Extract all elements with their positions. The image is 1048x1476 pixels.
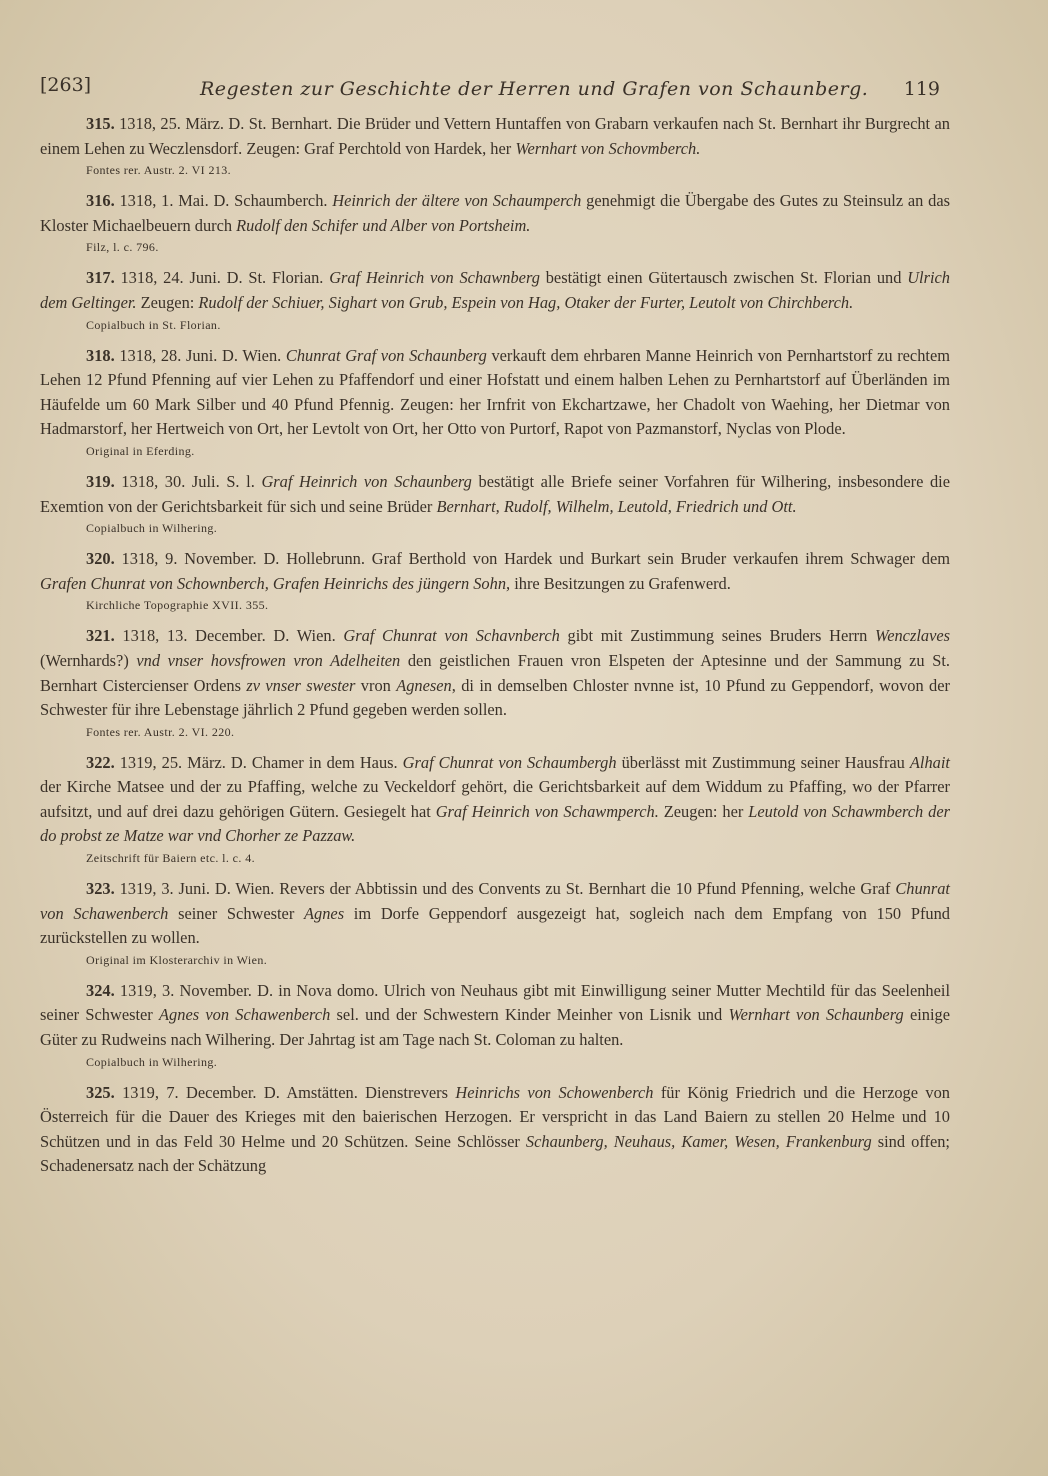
source-citation: Zeitschrift für Baiern etc. l. c. 4. xyxy=(86,851,256,866)
regest-entry xyxy=(40,266,950,332)
regest-text-segment: gibt mit Zustimmung seines Bruders Herrn xyxy=(559,626,876,646)
regest-text xyxy=(40,979,950,1053)
italic-name: Schaunberg, Neuhaus, Kamer, Wesen, Frankenburg xyxy=(525,1131,872,1151)
regest-text xyxy=(40,751,950,849)
regest-text-segment: (Wernhards?) xyxy=(40,650,137,670)
source-citation: Fontes rer. Austr. 2. VI. 220. xyxy=(86,724,235,739)
regest-text-segment: verkauft dem ehrbaren Manne Heinrich von Pernhartstorf zu rechtem Lehen 12 Pfund Pfenning auf vier Lehen zu Pfaffendorf und einer Hofstatt und einem halben Lehen zu Pernhartstorf auf Überländen im Häufelde um 60 Mark Silber und 40 Pfund Pfennig. Zeugen: her Irnfrit von Ekchartzawe, her Chadolt von Waehing, her Dietmar von Hadmarstorf, her Hertweich von Ort, her Levtolt von Ort, her Otto von Purtorf, Rapot von Pazmanstorf, Nyclas von Plode. xyxy=(40,345,950,439)
regest-text-segment: , di in demselben Chloster nvnne ist, 10 Pfund zu Geppendorf, wovon der Schwester für ihre Lebenstage jährlich 2 Pfund gegeben werden sollen. xyxy=(40,675,950,720)
regest-text-segment: überlässt mit Zustimmung seiner Hausfrau xyxy=(616,752,910,772)
source-citation: Kirchliche Topographie XVII. 355. xyxy=(86,598,269,613)
regest-number: 319. xyxy=(86,471,115,491)
regest-number: 321. xyxy=(86,626,115,646)
regest-text-segment: 1319, 25. März. D. Chamer in dem Haus. xyxy=(114,752,403,772)
regest-text-segment: 1318, 9. November. D. Hollebrunn. Graf Berthold von Hardek und Burkart sein Bruder verkaufen ihrem Schwager dem xyxy=(114,549,950,569)
regest-text xyxy=(40,470,950,519)
italic-name: Wenczlaves xyxy=(875,626,950,646)
italic-name: Wernhart von Schovmberch. xyxy=(515,138,701,158)
italic-name: Graf Chunrat von Schaumbergh xyxy=(402,752,617,772)
italic-name: Heinrichs von Schowenberch xyxy=(455,1082,654,1102)
italic-name: Graf Chunrat von Schavnberch xyxy=(343,626,560,646)
regest-number: 325. xyxy=(86,1082,115,1102)
regest-text-segment: der Kirche Matsee und der zu Pfaffing, welche zu Veckeldorf gehört, die Gerichtsbarkeit auf dem Widdum zu Pfaffing, wo der Pfarrer aufsitzt, und auf drei dazu gehörigen Gütern. Gesiegelt hat xyxy=(40,777,950,821)
page-header xyxy=(40,74,940,104)
regest-text-segment: Zeugen: her xyxy=(658,801,749,821)
source-citation: Original im Klosterarchiv in Wien. xyxy=(86,952,268,967)
italic-name: Chunrat Graf von Schaunberg xyxy=(285,345,487,365)
regest-text-segment: 1318, 13. December. D. Wien. xyxy=(114,626,344,646)
regest-entry xyxy=(40,877,950,968)
regest-text-segment: einige Güter zu Rudweins nach Wilhering. Der Jahrtag ist am Tage nach St. Coloman zu halten. xyxy=(40,1005,950,1050)
regest-text-segment: sind offen; Schadenersatz nach der Schätzung xyxy=(40,1131,950,1176)
source-citation: Copialbuch in Wilhering. xyxy=(86,521,218,536)
regest-number: 317. xyxy=(86,268,115,288)
regest-text xyxy=(40,624,950,722)
regest-text xyxy=(40,1081,950,1179)
italic-name: Rudolf der Schiuer, Sighart von Grub, Espein von Hag, Otaker der Furter, Leutolt von Chirchberch. xyxy=(198,292,854,312)
regest-entry xyxy=(40,1081,950,1179)
italic-name: Graf Heinrich von Schaunberg xyxy=(261,471,472,491)
running-title: Regesten zur Geschichte der Herren und Grafen von Schaunberg. xyxy=(200,78,869,100)
source-citation: Copialbuch in St. Florian. xyxy=(86,317,221,332)
regest-entry xyxy=(40,470,950,536)
regest-text-segment: seiner Schwester xyxy=(168,903,305,923)
regest-text-segment: im Dorfe Geppendorf ausgezeigt hat, sogleich nach dem Empfang von 150 Pfund zurückstellen zu wollen. xyxy=(40,903,950,948)
italic-name: Leutold von Schawmberch der do probst ze Matze war vnd Chorher ze Pazzaw. xyxy=(40,801,950,846)
page-number: 119 xyxy=(903,78,940,100)
regest-text-segment: bestätigt einen Gütertausch zwischen St. Florian und xyxy=(539,268,908,288)
italic-name: Graf Heinrich von Schawnberg xyxy=(329,268,540,288)
italic-name: Alhait xyxy=(909,752,950,772)
italic-name: zv vnser swester xyxy=(246,675,356,695)
regest-text-segment: Zeugen: xyxy=(136,292,199,312)
italic-name: Bernhart, Rudolf, Wilhelm, Leutold, Friedrich und Ott. xyxy=(436,496,797,516)
regest-text-segment: ihre Besitzungen zu Grafenwerd. xyxy=(510,573,731,593)
regest-text-segment: 1318, 1. Mai. D. Schaumberch. xyxy=(114,191,333,211)
source-citation: Original in Eferding. xyxy=(86,443,195,458)
regest-text-segment: vron xyxy=(355,675,397,695)
regest-entry xyxy=(40,112,950,178)
regest-text xyxy=(40,344,950,442)
regest-entry xyxy=(40,547,950,613)
regest-text-segment: den geistlichen Frauen vron Elspeten der Aptesinne und der Sammung zu St. Bernhart Cistercienser Ordens xyxy=(40,650,950,695)
italic-name: Ulrich dem Geltinger. xyxy=(40,268,950,312)
regest-text-segment: 1318, 25. März. D. St. Bernhart. Die Brüder und Vettern Huntaffen von Grabarn verkaufen nach St. Bernhart ihr Burgrecht an einem Lehen zu Weczlensdorf. Zeugen: Graf Perchtold von Hardek, her xyxy=(40,114,950,158)
regest-text-segment: sel. und der Schwestern Kinder Meinher von Lisnik und xyxy=(330,1005,729,1025)
italic-name: Grafen Chunrat von Schownberch, Grafen Heinrichs des jüngern Sohn, xyxy=(40,573,511,593)
source-citation: Filz, l. c. 796. xyxy=(86,240,159,255)
regest-number: 322. xyxy=(86,752,115,772)
italic-name: Agnesen xyxy=(396,675,452,695)
regest-text xyxy=(40,547,950,596)
regest-number: 315. xyxy=(86,114,115,133)
italic-name: Agnes von Schawenberch xyxy=(159,1005,331,1025)
regesta-list xyxy=(40,112,950,1190)
regest-entry xyxy=(40,189,950,255)
regest-number: 324. xyxy=(86,980,115,1000)
italic-name: Heinrich der ältere von Schaumperch xyxy=(332,191,582,211)
regest-text xyxy=(40,112,950,161)
regest-entry xyxy=(40,344,950,459)
italic-name: Chunrat von Schawenberch xyxy=(40,879,950,923)
italic-name: vnd vnser hovsfrowen vron Adelheiten xyxy=(136,650,401,670)
italic-name: Agnes xyxy=(304,903,345,923)
regest-text-segment: bestätigt alle Briefe seiner Vorfahren für Wilhering, insbesondere die Exemtion von der Gerichtsbarkeit für sich und seine Brüder xyxy=(40,471,950,516)
regest-text-segment: 1319, 7. December. D. Amstätten. Dienstrevers xyxy=(114,1082,456,1102)
regest-number: 318. xyxy=(86,345,115,365)
source-citation: Copialbuch in Wilhering. xyxy=(86,1054,218,1069)
regest-text-segment: 1318, 24. Juni. D. St. Florian. xyxy=(114,268,330,288)
regest-entry xyxy=(40,751,950,866)
regest-text-segment: genehmigt die Übergabe des Gutes zu Steinsulz an das Kloster Michaelbeuern durch xyxy=(40,191,950,235)
italic-name: Rudolf den Schifer und Alber von Portsheim. xyxy=(236,215,531,235)
regest-text-segment: 1319, 3. November. D. in Nova domo. Ulrich von Neuhaus gibt mit Einwilligung seiner Mutter Mechtild für das Seelenheil seiner Schwester xyxy=(40,980,950,1025)
page-ref: [263] xyxy=(40,74,92,96)
source-citation: Fontes rer. Austr. 2. VI 213. xyxy=(86,163,232,178)
regest-text-segment: 1318, 28. Juni. D. Wien. xyxy=(114,345,286,365)
regest-text-segment: 1318, 30. Juli. S. l. xyxy=(114,471,262,491)
regest-number: 323. xyxy=(86,879,115,899)
regest-text-segment: für König Friedrich und die Herzoge von Österreich für die Dauer des Krieges mit den baierischen Herzogen. Er verspricht in das Land Baiern zu stellen 20 Helme und 10 Schützen und in das Feld 30 Helme und 20 Schützen. Seine Schlösser xyxy=(40,1082,950,1151)
regest-text-segment: 1319, 3. Juni. D. Wien. Revers der Abbtissin und des Convents zu St. Bernhart die 10 Pfund Pfenning, welche Graf xyxy=(114,879,896,899)
regest-text xyxy=(40,266,950,315)
regest-number: 320. xyxy=(86,549,115,569)
italic-name: Wernhart von Schaunberg xyxy=(728,1005,904,1025)
regest-text xyxy=(40,189,950,238)
italic-name: Graf Heinrich von Schawmperch. xyxy=(435,801,659,821)
regest-number: 316. xyxy=(86,191,115,211)
regest-entry xyxy=(40,624,950,739)
regest-entry xyxy=(40,979,950,1070)
regest-text xyxy=(40,877,950,951)
